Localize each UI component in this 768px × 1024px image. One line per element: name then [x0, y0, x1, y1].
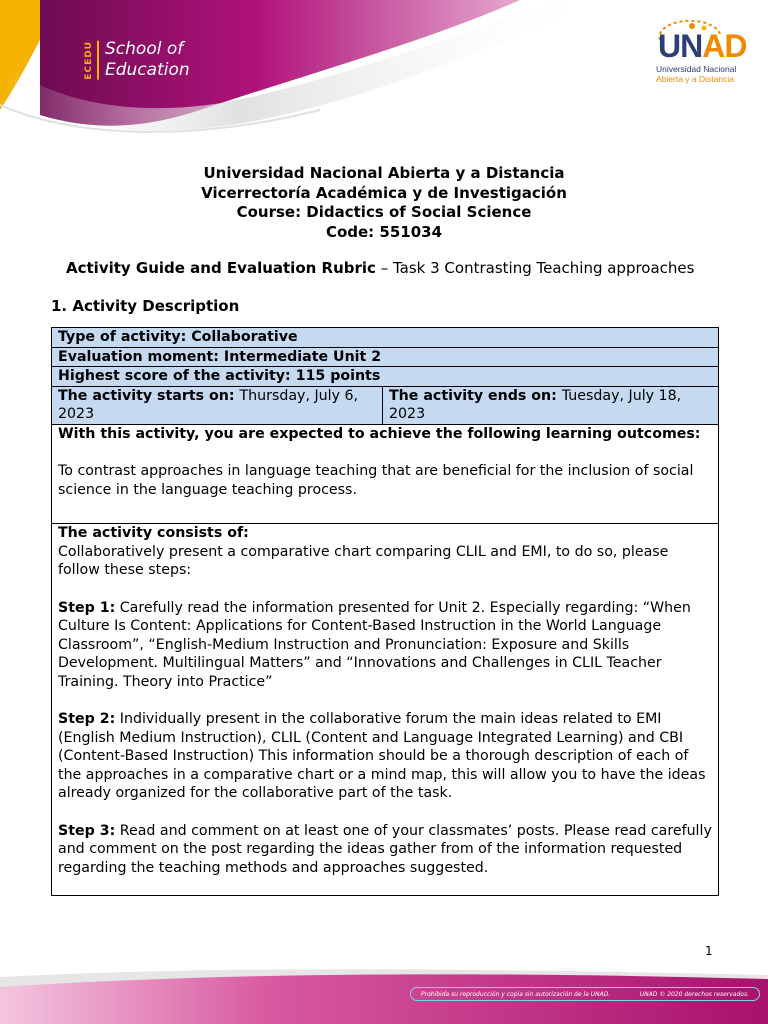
unad-subtitle-2: Abierta y a Distancia	[656, 74, 734, 84]
unad-subtitle	[640, 64, 760, 84]
type-label: Type of activity:	[58, 329, 192, 345]
footer-right-text: UNAD © 2020 derechos reservados.	[639, 990, 749, 998]
cell-start-date	[52, 386, 383, 424]
cell-moment	[52, 347, 719, 367]
unad-letters-ad: AD	[702, 28, 747, 64]
document-titles	[0, 164, 768, 242]
step-2-text: Individually present in the collaborative forum the main ideas related to EMI (English Medium Instruction), CLIL (Content and Language Integrated Learning) and CBI (Content-Based Instruction) This information should be a thorough description of each of the approaches in a comparative chart or a mind map, this will allow you to have the ideas already organized for the collaborative part of the task.	[58, 711, 706, 801]
activity-description-table	[51, 327, 719, 896]
moment-value: Intermediate Unit 2	[223, 348, 382, 365]
step-3-text: Read and comment on at least one of your classmates’ posts. Please read carefully and comment on the post regarding the ideas gather from of the information requested regarding the teaching methods and approaches suggested.	[58, 822, 712, 876]
moment-label: Evaluation moment:	[58, 348, 224, 365]
cell-type	[52, 328, 719, 348]
type-value: Collaborative	[191, 329, 298, 345]
outcomes-text: To contrast approaches in language teaching that are beneficial for the inclusion of social science in the language teaching process.	[58, 463, 694, 498]
unad-subtitle-1: Universidad Nacional	[656, 64, 737, 74]
school-of-education-logo	[84, 30, 190, 90]
cell-outcomes	[52, 424, 719, 524]
guide-bold: Activity Guide and Evaluation Rubric	[66, 259, 376, 277]
unad-letter-n: N	[680, 28, 703, 64]
course-title: Course: Didactics of Social Science	[236, 203, 532, 221]
school-line-1: School of	[105, 39, 184, 59]
unad-wordmark	[658, 28, 746, 65]
unad-mark	[640, 20, 760, 64]
row-dates	[52, 386, 719, 424]
cell-consists	[52, 524, 719, 896]
score-value: 115 points	[295, 368, 381, 384]
school-name	[105, 39, 190, 81]
outcomes-heading: With this activity, you are expected to achieve the following learning outcomes:	[58, 425, 701, 442]
course-code: Code: 551034	[325, 222, 443, 241]
footer-copyright-bar	[410, 987, 760, 1001]
vicerrectoria-title: Vicerrectoría Académica y de Investigación	[201, 183, 567, 202]
page-header	[0, 0, 768, 150]
end-label: The activity ends on:	[389, 387, 562, 404]
step-3	[58, 822, 712, 878]
university-title: Universidad Nacional Abierta y a Distancia	[203, 164, 565, 182]
unad-logo	[640, 20, 760, 84]
score-label: Highest score of the activity:	[58, 368, 296, 384]
footer-left-text: Prohibida su reproducción y copia sin autorización de la UNAD.	[421, 990, 611, 998]
step-1-label: Step 1:	[58, 599, 116, 616]
activity-guide-title	[66, 259, 694, 277]
step-2	[58, 710, 712, 803]
step-1	[58, 599, 712, 692]
start-value: Thursday, July 6, 2023	[58, 387, 359, 422]
step-1-text: Carefully read the information presented for Unit 2. Especially regarding: “When Culture Is Content: Applications for Content-Based Instruction in the World Language Classroom”, “English-Medium Instruction and Pronunciation: Exposure and Skills Development. Multilingual Matters” and “Innovations and Challenges in CLIL Teacher Training. Theory into Practice”	[58, 599, 691, 690]
row-type	[52, 328, 719, 348]
ecedu-label: ECEDU	[84, 41, 99, 80]
page-footer	[0, 965, 768, 1024]
cell-end-date	[383, 386, 719, 424]
guide-rest: – Task 3 Contrasting Teaching approaches	[375, 259, 695, 277]
consists-heading: The activity consists of:	[58, 525, 249, 541]
end-value: Tuesday, July 18, 2023	[389, 387, 682, 422]
cell-score	[52, 367, 719, 387]
school-line-2: Education	[105, 60, 190, 80]
row-consists	[52, 524, 719, 896]
row-moment	[52, 347, 719, 367]
consists-intro: Collaboratively present a comparative chart comparing CLIL and EMI, to do so, please follow these steps:	[58, 543, 669, 578]
row-score	[52, 367, 719, 387]
section-heading: 1. Activity Description	[51, 297, 240, 315]
step-2-label: Step 2:	[58, 711, 116, 727]
row-outcomes	[52, 424, 719, 524]
unad-letter-u: U	[658, 28, 681, 64]
start-label: The activity starts on:	[58, 387, 240, 404]
step-3-label: Step 3:	[58, 822, 116, 839]
page-number: 1	[705, 944, 713, 958]
